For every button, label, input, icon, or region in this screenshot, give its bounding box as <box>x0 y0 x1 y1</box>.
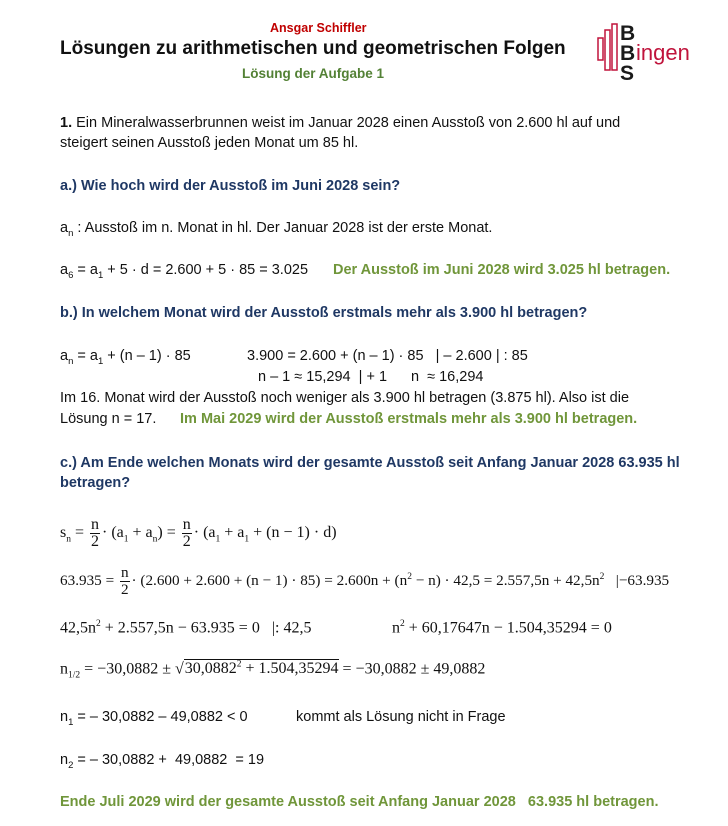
equation-b3: n ≈ 16,294 <box>411 369 484 385</box>
task-text-1: Ein Mineralwasserbrunnen weist im Januar 2028 einen Ausstoß von 2.600 hl auf und <box>76 115 621 131</box>
equation-b1: 3.900 = 2.600 + (n – 1) · 85 | – 2.600 | : 85 <box>247 348 528 364</box>
logo-letter-s: S <box>620 62 635 82</box>
answer-b: Im Mai 2029 wird der Ausstoß erstmals mehr als 3.900 hl betragen. <box>180 411 638 427</box>
solution-n1-note: kommt als Lösung nicht in Frage <box>296 709 506 725</box>
quadratic-equation-2: $n^2 + 60,17647n - 1.504,35294 = 0$ <box>392 619 612 637</box>
text-b3: Im 16. Monat wird der Ausstoß noch weniger als 3.900 hl betragen (3.875 hl). Also ist die <box>60 390 630 406</box>
author-name: Ansgar Schiffler <box>270 21 367 35</box>
equation-b2: n – 1 ≈ 15,294 | + 1 <box>258 369 388 385</box>
logo-text-ingen: ingen <box>636 40 690 65</box>
calc-a6: $a_6 = a_1 + 5 \cdot d = 2.600 + 5 \cdot 85 = 3.025$ <box>60 262 309 281</box>
page-title: Lösungen zu arithmetischen und geometrischen Folgen <box>60 38 566 59</box>
solution-n1: $n_1$ = – 30,0882 – 49,0882 < 0 <box>60 709 248 728</box>
question-b: b.) In welchem Monat wird der Ausstoß erstmals mehr als 3.900 hl betragen? <box>60 305 588 321</box>
task-text-2: steigert seinen Ausstoß jeden Monat um 85 hl. <box>60 135 359 151</box>
sqrt-icon: √ <box>174 660 184 678</box>
bbs-bingen-logo <box>596 20 708 82</box>
task-number: 1. <box>60 115 73 131</box>
sum-equation: 63.935 = $\frac{n}{2}$ · $(2.600 + 2.600 + (n - 1) \cdot 85) = 2.600n + (n^2 - n) \cdot 42,5 = 2.557,5n + 42,5n^2$ |−63.935 <box>60 564 670 598</box>
text-b4: Lösung n = 17. <box>60 411 157 427</box>
definition-an: $a_n$ : Ausstoß im n. Monat in hl. Der Januar 2028 ist der erste Monat. <box>60 220 493 239</box>
logo-letter-b1: B <box>620 22 636 45</box>
question-c-line1: c.) Am Ende welchen Monats wird der gesamte Ausstoß seit Anfang Januar 2028 63.935 hl <box>60 455 680 471</box>
answer-c: Ende Juli 2029 wird der gesamte Ausstoß seit Anfang Januar 2028 63.935 hl betragen. <box>60 794 659 810</box>
logo-letter-b2: B <box>620 42 636 65</box>
solution-n2: $n_2$ = – 30,0882 + 49,0882 = 19 <box>60 752 265 771</box>
answer-a: Der Ausstoß im Juni 2028 wird 3.025 hl betragen. <box>333 262 671 278</box>
sum-formula: $s_n$ = $\frac{n}{2}$ · $(a_1 + a_n)$ = $\frac{n}{2}$ · $(a_1 + a_1 + (n - 1) \cdot d)$ <box>60 516 337 550</box>
quadratic-equation-1: $42,5n^2 + 2.557,5n - 63.935 = 0$ |: 42,5 <box>60 619 312 637</box>
formula-an: $a_n = a_1 + (n - 1) \cdot 85$ <box>60 348 191 367</box>
pq-formula: $n_{1/2} = -30,0882 \pm √30,0882^2 + 1.504,35294 = -30,0882 \pm 49,0882$ <box>60 660 486 681</box>
page-subtitle: Lösung der Aufgabe 1 <box>242 66 385 81</box>
task-line-1 <box>60 115 620 131</box>
logo-building-icon <box>598 24 617 70</box>
question-c-line2: betragen? <box>60 475 131 491</box>
question-a: a.) Wie hoch wird der Ausstoß im Juni 2028 sein? <box>60 178 401 194</box>
